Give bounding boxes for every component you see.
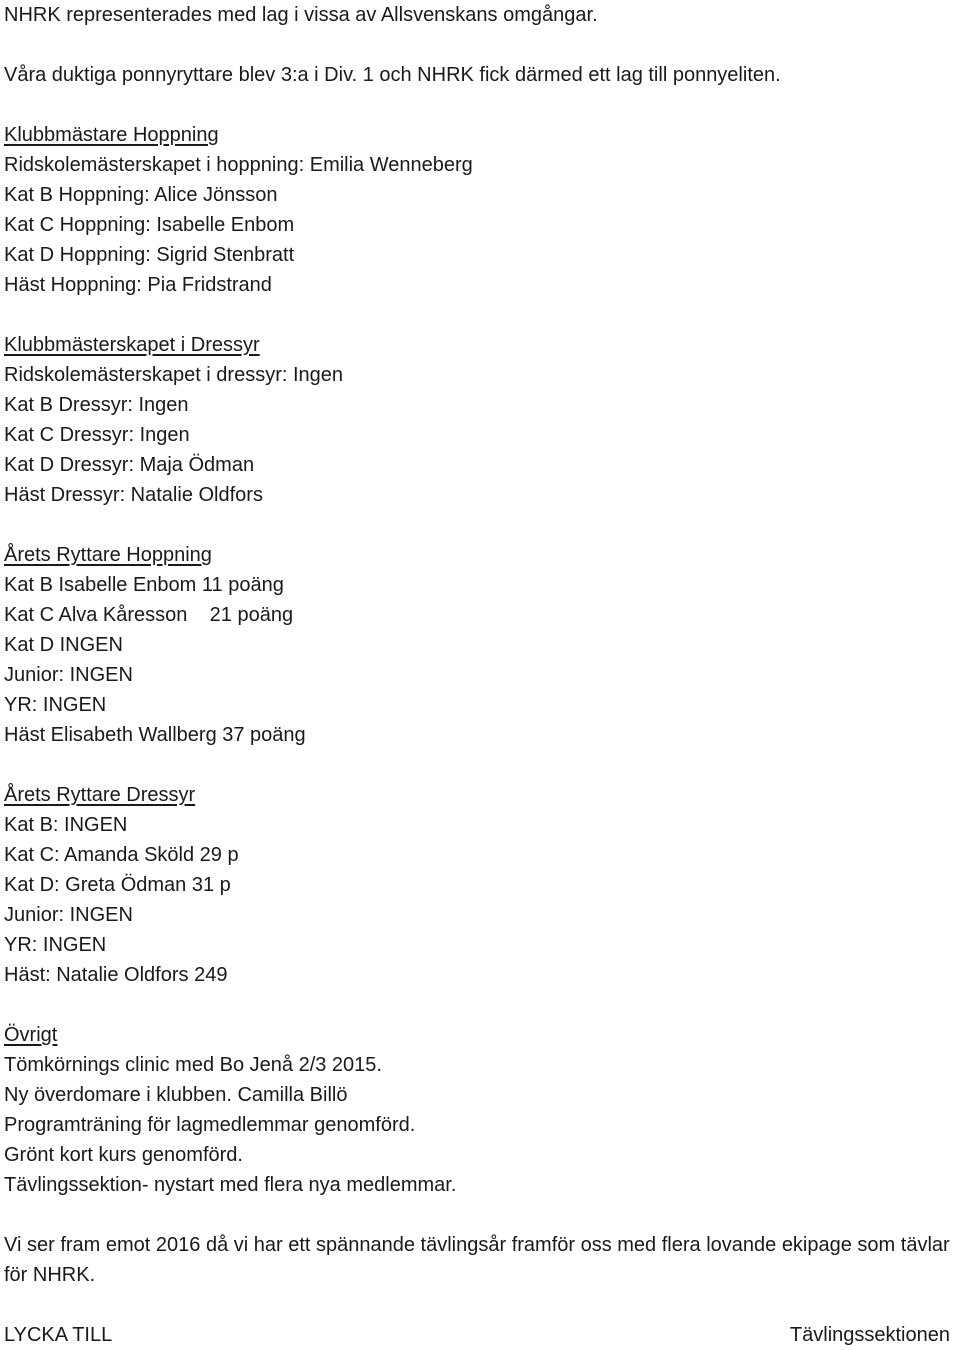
section-line: YR: INGEN: [4, 934, 107, 956]
outlook-paragraph: Vi ser fram emot 2016 då vi har ett spännande tävlingsår framför oss med flera lovande ekipage som tävlar för NHRK.: [4, 1234, 950, 1286]
closing-row: [4, 1320, 950, 1350]
spacer: [4, 300, 960, 330]
section-line: Grönt kort kurs genomförd.: [4, 1144, 243, 1166]
document-page: [4, 0, 960, 1350]
spacer: [4, 1200, 960, 1210]
section-line: Kat C: Amanda Sköld 29 p: [4, 844, 239, 866]
section-line: Kat C Alva Kåresson 21 poäng: [4, 604, 294, 626]
section-line: Häst: Natalie Oldfors 249: [4, 964, 228, 986]
section-line: Kat B: INGEN: [4, 814, 128, 836]
section-line: Junior: INGEN: [4, 904, 133, 926]
section-line: Tävlingssektion- nystart med flera nya medlemmar.: [4, 1174, 457, 1196]
closing-signature: Tävlingssektionen: [789, 1324, 950, 1346]
section-line: YR: INGEN: [4, 694, 107, 716]
section-line: Ridskolemästerskapet i dressyr: Ingen: [4, 364, 344, 386]
spacer: [4, 1310, 960, 1320]
section-heading: Övrigt: [4, 1024, 58, 1046]
spacer: [4, 750, 960, 780]
section-line: Kat D: Greta Ödman 31 p: [4, 874, 231, 896]
section-line: Kat D INGEN: [4, 634, 123, 656]
section-arets-ryttare-dressyr: [4, 780, 960, 990]
intro: [4, 0, 960, 90]
section-heading: Klubbmästerskapet i Dressyr: [4, 334, 260, 356]
closing-greeting: LYCKA TILL: [4, 1324, 113, 1346]
section-line: Häst Dressyr: Natalie Oldfors: [4, 484, 263, 506]
section-line: Kat D Hoppning: Sigrid Stenbratt: [4, 244, 295, 266]
spacer: [4, 510, 960, 540]
section-line: Kat C Hoppning: Isabelle Enbom: [4, 214, 295, 236]
section-line: Kat C Dressyr: Ingen: [4, 424, 190, 446]
section-arets-ryttare-hoppning: [4, 540, 960, 750]
spacer: [4, 90, 960, 120]
section-klubbmastare-hoppning: [4, 120, 960, 300]
section-line: Häst Hoppning: Pia Fridstrand: [4, 274, 272, 296]
intro-line: NHRK representerades med lag i vissa av Allsvenskans omgångar.: [4, 4, 598, 26]
section-line: Programträning för lagmedlemmar genomförd.: [4, 1114, 416, 1136]
section-klubbmasterskapet-dressyr: [4, 330, 960, 510]
section-line: Kat D Dressyr: Maja Ödman: [4, 454, 255, 476]
section-line: Ny överdomare i klubben. Camilla Billö: [4, 1084, 348, 1106]
section-heading: Årets Ryttare Hoppning: [4, 544, 212, 566]
section-line: Kat B Dressyr: Ingen: [4, 394, 189, 416]
section-line: Kat B Hoppning: Alice Jönsson: [4, 184, 278, 206]
section-line: Kat B Isabelle Enbom 11 poäng: [4, 574, 284, 596]
section-heading: Årets Ryttare Dressyr: [4, 784, 196, 806]
intro-line: Våra duktiga ponnyryttare blev 3:a i Div. 1 och NHRK fick därmed ett lag till ponnyeliten.: [4, 64, 781, 86]
spacer: [4, 30, 960, 60]
section-line: Häst Elisabeth Wallberg 37 poäng: [4, 724, 306, 746]
section-heading: Klubbmästare Hoppning: [4, 124, 219, 146]
section-line: Ridskolemästerskapet i hoppning: Emilia Wenneberg: [4, 154, 473, 176]
section-line: Junior: INGEN: [4, 664, 133, 686]
spacer: [4, 990, 960, 1020]
section-ovrigt: [4, 1020, 960, 1200]
section-line: Tömkörnings clinic med Bo Jenå 2/3 2015.: [4, 1054, 382, 1076]
